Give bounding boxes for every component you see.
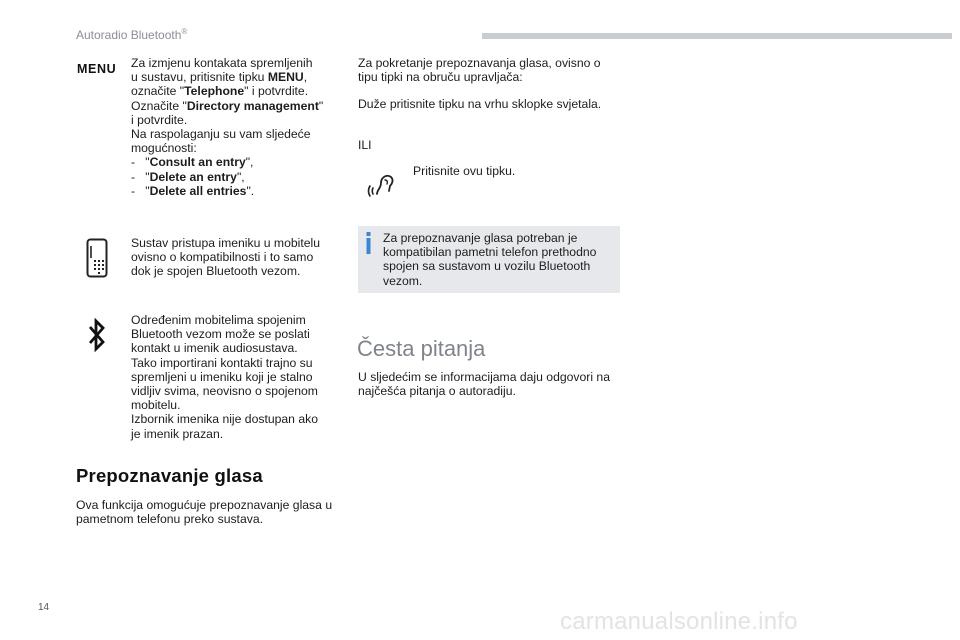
menu-key-label: MENU	[77, 62, 117, 76]
text-line: Izbornik imenika nije dostupan ako	[131, 412, 318, 427]
text-line: ovisno o kompatibilnosti i to samo	[131, 250, 314, 265]
text-line: i potvrdite.	[131, 112, 188, 127]
phone-keypad-icon	[86, 238, 108, 278]
option-label: Delete all entries	[149, 183, 247, 198]
text-span: "	[318, 98, 324, 113]
directory-management-paragraph	[131, 56, 346, 198]
text-span: " i potvrdite.	[244, 84, 309, 99]
press-button-text: Pritisnite ovu tipku.	[413, 164, 516, 178]
voice-recognition-intro	[76, 498, 346, 526]
text-line: Za pokretanje prepoznavanja glasa, ovisno o	[358, 56, 601, 70]
text-line: mogućnosti:	[131, 141, 197, 156]
text-line: Duže pritisnite tipku na vrhu sklopke svjetala.	[358, 97, 602, 111]
info-box-text	[383, 231, 613, 288]
running-header-title	[76, 27, 187, 42]
option-item	[131, 184, 346, 198]
registered-mark: ®	[181, 27, 188, 36]
text-line: pametnom telefonu preko sustava.	[76, 512, 263, 527]
text-span: ,	[303, 70, 308, 85]
voice-command-icon	[365, 168, 397, 200]
list-dash: -	[131, 169, 136, 184]
bluetooth-icon	[88, 318, 106, 352]
faq-intro	[358, 370, 628, 398]
text-line: U sljedećim se informacijama daju odgovori na	[358, 370, 610, 384]
text-line: Na raspolaganju su vam sljedeće	[131, 127, 311, 142]
text-line: spremljeni u imeniku koji je stalno	[131, 369, 313, 384]
text-line: je imenik prazan.	[131, 426, 224, 441]
text-span: u sustavu, pritisnite tipku	[131, 70, 268, 85]
info-icon	[363, 232, 374, 254]
option-label: Consult an entry	[149, 155, 246, 170]
list-dash: -	[131, 155, 136, 170]
text-line	[131, 99, 346, 113]
text-span: "	[145, 155, 150, 170]
text-line: Za prepoznavanje glasa potreban je	[383, 231, 578, 245]
option-label: Delete an entry	[149, 169, 237, 184]
text-span: označite "	[131, 84, 185, 99]
text-line: Sustav pristupa imeniku u mobitelu	[131, 236, 321, 250]
option-item	[131, 170, 346, 184]
option-item	[131, 155, 346, 169]
text-line: spojen sa sustavom u vozilu Bluetooth	[383, 259, 591, 274]
text-line: Ova funkcija omogućuje prepoznavanje glasa u	[76, 498, 333, 512]
text-line: mobitelu.	[131, 398, 181, 413]
text-line: dok je spojen Bluetooth vezom.	[131, 264, 301, 279]
long-press-paragraph	[358, 97, 618, 111]
text-span: "	[145, 169, 150, 184]
contact-import-paragraph	[131, 313, 341, 441]
or-label: ILI	[358, 138, 372, 152]
text-line: Bluetooth vezom može se poslati	[131, 327, 310, 342]
text-line	[131, 84, 346, 98]
list-dash: -	[131, 183, 136, 198]
text-line: kompatibilan pametni telefon prethodno	[383, 245, 597, 260]
text-line: najčešća pitanja o autoradiju.	[358, 384, 516, 399]
text-line: Određenim mobitelima spojenim	[131, 313, 306, 327]
directory-management-ref: Directory management	[186, 98, 319, 113]
text-line: tipu tipki na obruču upravljača:	[358, 70, 523, 85]
section-heading-faq: Česta pitanja	[357, 336, 486, 361]
text-line: vidljiv svima, neovisno o spojenom	[131, 384, 318, 399]
running-header-text: Autoradio Bluetooth	[76, 28, 182, 42]
text-span: ",	[245, 155, 254, 170]
watermark: carmanualsonline.info	[560, 608, 798, 635]
text-line: Tako importirani kontakti trajno su	[131, 355, 313, 370]
section-heading-voice-recognition: Prepoznavanje glasa	[76, 465, 263, 486]
text-span: ".	[246, 183, 255, 198]
telephone-ref: Telephone	[184, 84, 245, 99]
text-line: kontakt u imenik audiosustava.	[131, 341, 298, 356]
text-span: ",	[236, 169, 245, 184]
phonebook-access-paragraph	[131, 236, 341, 279]
text-line: vezom.	[383, 273, 423, 288]
voice-start-paragraph	[358, 56, 618, 84]
menu-key-ref: MENU	[267, 70, 304, 85]
text-span: "	[145, 183, 150, 198]
text-span: Označite "	[131, 98, 187, 113]
page-number: 14	[38, 602, 50, 613]
header-divider-bar	[482, 33, 952, 39]
text-line: Za izmjenu kontakata spremljenih	[131, 56, 313, 70]
text-line	[131, 70, 346, 84]
